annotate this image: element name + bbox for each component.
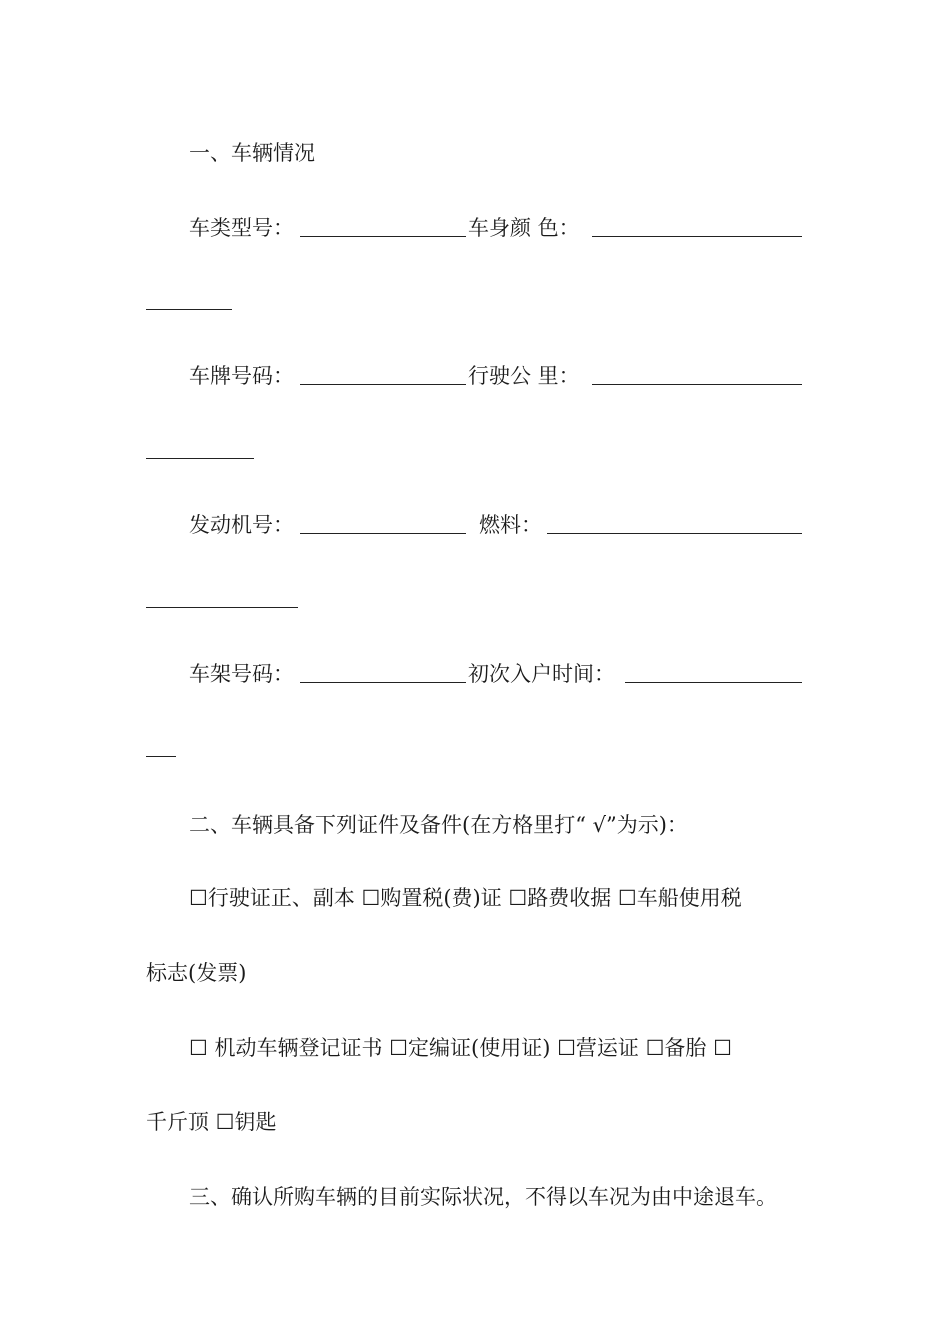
plate-field[interactable] — [300, 384, 466, 385]
documents-line-3[interactable]: ☐ 机动车辆登记证书 ☐定编证(使用证) ☐营运证 ☐备胎 ☐ — [189, 1036, 732, 1060]
color-label: 车身颜 色： — [468, 216, 580, 240]
section2-heading: 二、车辆具备下列证件及备件(在方格里打“ √”为示)： — [189, 813, 688, 837]
frame-field[interactable] — [300, 682, 466, 683]
color-field[interactable] — [592, 236, 802, 237]
section1-heading: 一、车辆情况 — [189, 141, 315, 165]
model-field[interactable] — [300, 236, 466, 237]
frame-label: 车架号码： — [189, 662, 294, 686]
register-label: 初次入户时间： — [468, 662, 615, 686]
plate-label: 车牌号码： — [189, 364, 294, 388]
documents-line-1[interactable]: ☐行驶证正、副本 ☐购置税(费)证 ☐路费收据 ☐车船使用税 — [189, 886, 742, 910]
model-row — [189, 214, 294, 242]
register-field-continued[interactable] — [146, 756, 176, 757]
color-field-continued[interactable] — [146, 309, 232, 310]
documents-line-2[interactable]: 标志(发票) — [146, 961, 247, 985]
engine-label: 发动机号： — [189, 513, 294, 537]
section3-text: 三、确认所购车辆的目前实际状况，不得以车况为由中途退车。 — [189, 1185, 777, 1209]
fuel-label: 燃料： — [479, 513, 542, 537]
register-field[interactable] — [625, 682, 802, 683]
fuel-field-continued[interactable] — [146, 607, 298, 608]
engine-field[interactable] — [300, 533, 466, 534]
fuel-field[interactable] — [547, 533, 802, 534]
model-label: 车类型号： — [189, 216, 294, 240]
mileage-label: 行驶公 里： — [468, 364, 580, 388]
mileage-field-continued[interactable] — [146, 458, 254, 459]
mileage-field[interactable] — [592, 384, 802, 385]
documents-line-4[interactable]: 千斤顶 ☐钥匙 — [146, 1110, 277, 1134]
